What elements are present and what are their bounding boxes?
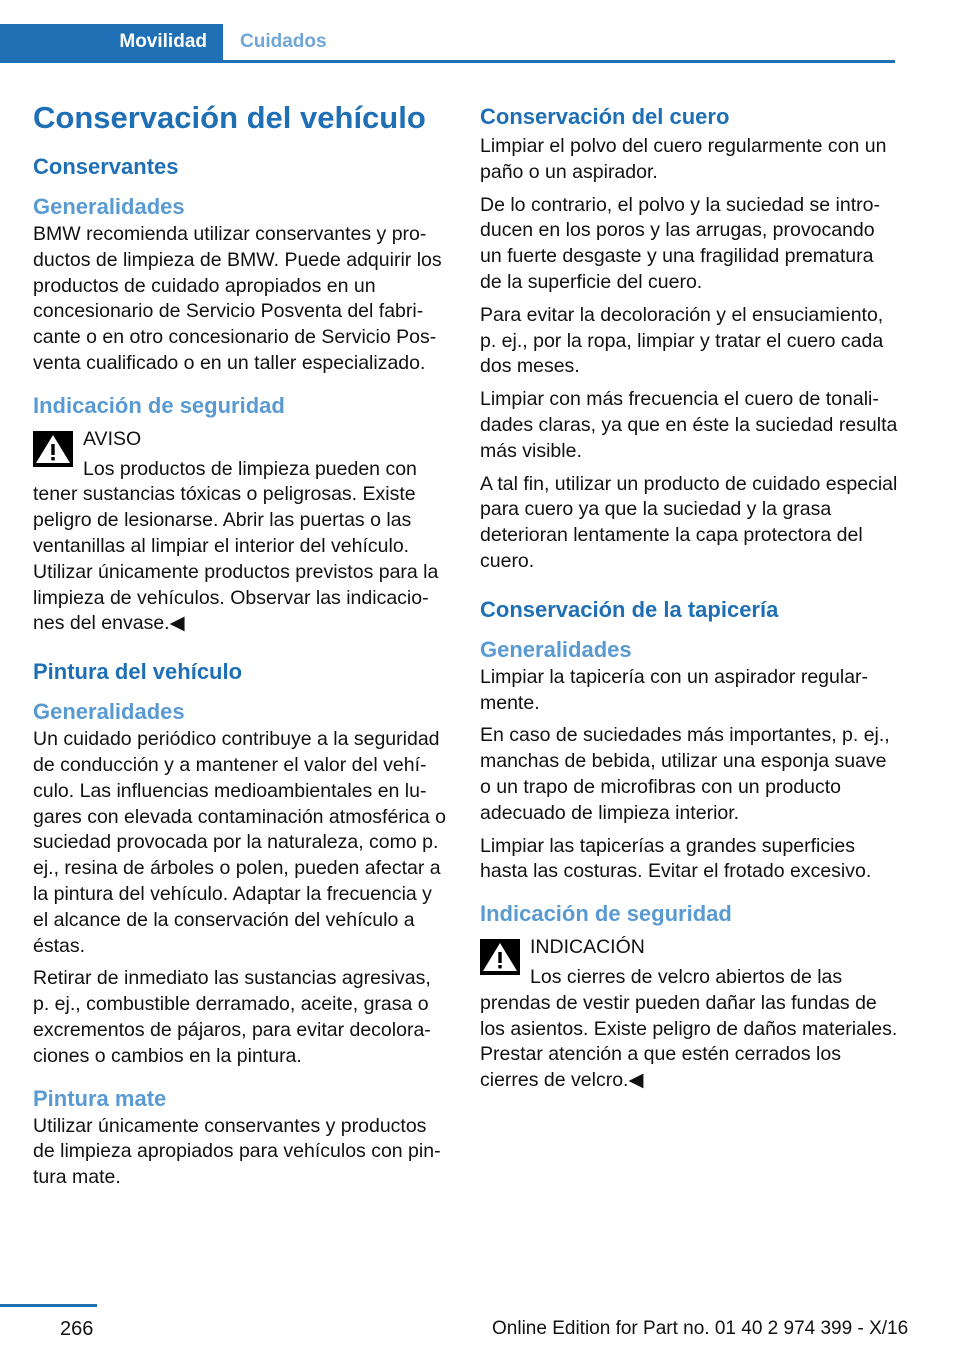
right-column (480, 102, 898, 1104)
paragraph: Retirar de inmediato las sustancias agresivas, p. ej., combustible derramado, aceite, grasa o excrementos de pájaros, para evitar decoloraciones o cambios en la pintura. (33, 967, 431, 1067)
tab-movilidad[interactable]: Movilidad (0, 24, 223, 60)
warning-text (33, 457, 451, 638)
section-heading-pintura: Pintura del vehículo (33, 659, 243, 685)
warning-triangle-icon (33, 431, 73, 467)
section-heading-tapiceria: Conservación de la tapicería (480, 596, 779, 622)
warning-text-body: tener sustancias tóxicas o peligrosas. Existe peligro de lesionarse. Abrir las puertas o las ventanillas al limpiar el interior del vehículo. Utilizar únicamente productos previstos para la limpieza de vehículos. Observar las indicaciones del envase.◀ (33, 483, 439, 635)
page-title: Conservación del vehículo (33, 100, 426, 135)
page-number: 266 (60, 1318, 94, 1340)
paragraph: A tal fin, utilizar un producto de cuidado especial para cuero ya que la suciedad y la grasa deterioran lentamente la capa protectora del cuero. (480, 472, 898, 572)
paragraph: Limpiar el polvo del cuero regularmente con un paño o un aspirador. (480, 135, 887, 183)
subheading-pintura-mate: Pintura mate (33, 1085, 167, 1111)
paragraph: Un cuidado periódico contribuye a la seguridad de conducción y a mantener el valor del vehículo. Las influencias medioambientales en lugares con elevada contaminación atmosférica o suciedad provocada por la naturaleza, como p. ej., resina de árboles o polen, pueden afectar a la pintura del vehículo. Adaptar la frecuencia y el alcance de la conservación del vehículo a éstas. (33, 728, 446, 957)
paragraph: BMW recomienda utilizar conservantes y productos de limpieza de BMW. Puede adquirir los productos de cuidado apropiados en un concesionario de Servicio Posventa del fabricante o en otro concesionario de Servicio Posventa cualificado o en un taller especializado. (33, 223, 442, 374)
notice-text (480, 965, 898, 1094)
warning-text-first-line: Los productos de limpieza pueden con (83, 457, 417, 480)
notice-text-body: prendas de vestir pueden dañar las fundas de los asientos. Existe peligro de daños materiales. Prestar atención a que estén cerrados los cierres de velcro.◀ (480, 991, 898, 1092)
paragraph: En caso de suciedades más importantes, p. ej., manchas de bebida, utilizar una esponja suave o un trapo de microfibras con un producto adecuado de limpieza interior. (480, 724, 890, 824)
edition-text: Online Edition for Part no. 01 40 2 974 399 - X/16 (492, 1318, 909, 1339)
paragraph: Limpiar con más frecuencia el cuero de tonalidades claras, ya que en éste la suciedad resulta más visible. (480, 388, 898, 462)
warning-label: AVISO (83, 427, 142, 450)
subheading-generalidades: Generalidades (33, 194, 185, 219)
section-heading-cuero: Conservación del cuero (480, 104, 730, 129)
warning-triangle-icon (480, 939, 520, 975)
tab-cuidados[interactable]: Cuidados (240, 31, 327, 52)
subheading-generalidades-3: Generalidades (480, 636, 632, 662)
page-header (0, 0, 960, 64)
paragraph: Limpiar las tapicerías a grandes superficies hasta las costuras. Evitar el frotado excesivo. (480, 834, 872, 883)
paragraph: Utilizar únicamente conservantes y productos de limpieza apropiados para vehículos con pintura mate. (33, 1114, 441, 1189)
left-column (33, 98, 451, 1198)
footer-divider (0, 1304, 97, 1307)
warning-block (33, 427, 451, 637)
section-heading-conservantes: Conservantes (33, 154, 179, 179)
notice-text-first-line: Los cierres de velcro abiertos de las (530, 965, 843, 988)
notice-label: INDICACIÓN (530, 936, 645, 959)
paragraph: De lo contrario, el polvo y la suciedad se introducen en los poros y las arrugas, provocando un fuerte desgaste y una fragilidad prematura de la superficie del cuero. (480, 193, 880, 293)
subheading-safety: Indicación de seguridad (33, 392, 285, 418)
notice-block (480, 935, 898, 1094)
paragraph: Limpiar la tapicería con un aspirador regularmente. (480, 665, 869, 714)
subheading-safety-2: Indicación de seguridad (480, 901, 732, 927)
paragraph: Para evitar la decoloración y el ensuciamiento, p. ej., por la ropa, limpiar y tratar el cuero cada dos meses. (480, 303, 884, 378)
header-divider (0, 60, 895, 63)
subheading-generalidades-2: Generalidades (33, 699, 185, 725)
